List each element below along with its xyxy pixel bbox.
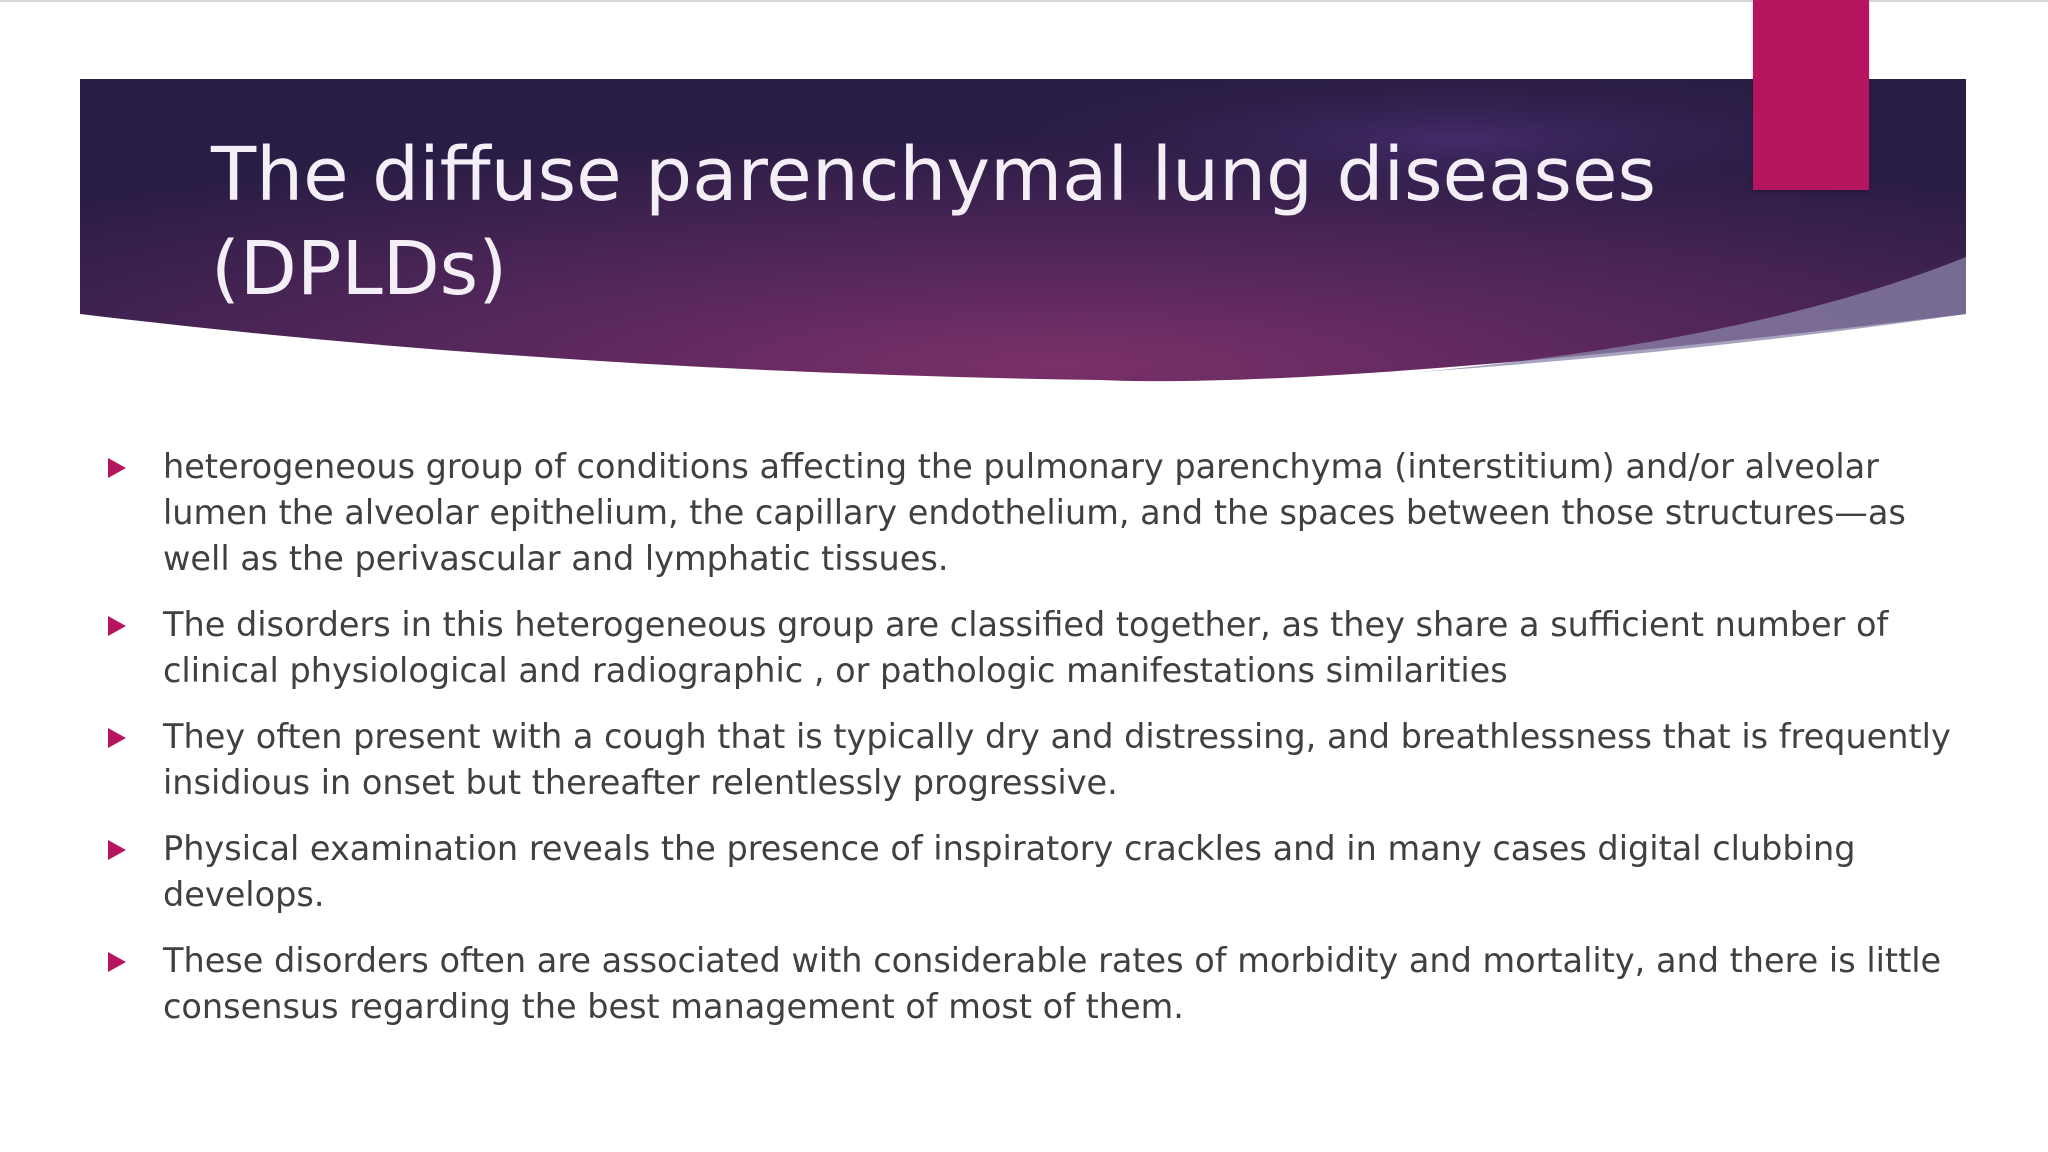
bullet-list [102, 444, 1972, 1050]
triangle-right-icon [108, 458, 126, 478]
slide-title: The diffuse parenchymal lung diseases (DPLDs) [211, 132, 1657, 312]
triangle-right-icon [108, 840, 126, 860]
bullet-item [102, 826, 1972, 918]
triangle-right-icon [108, 728, 126, 748]
bullet-text: Physical examination reveals the presence of inspiratory crackles and in many cases digital clubbing develops. [163, 829, 1856, 914]
triangle-right-icon [108, 952, 126, 972]
bullet-item [102, 444, 1972, 582]
bullet-text: They often present with a cough that is typically dry and distressing, and breathlessness that is frequently insidious in onset but thereafter relentlessly progressive. [163, 717, 1951, 802]
bullet-text: heterogeneous group of conditions affecting the pulmonary parenchyma (interstitium) and/or alveolar lumen the alveolar epithelium, the capillary endothelium, and the spaces between those structures—as well as the perivascular and lymphatic tissues. [163, 447, 1906, 578]
bullet-item [102, 602, 1972, 694]
accent-tab [1753, 0, 1869, 190]
triangle-right-icon [108, 616, 126, 636]
bullet-text: These disorders often are associated with considerable rates of morbidity and mortality, and there is little consensus regarding the best management of most of them. [163, 941, 1942, 1026]
bullet-item [102, 938, 1972, 1030]
bullet-item [102, 714, 1972, 806]
bullet-text: The disorders in this heterogeneous group are classified together, as they share a sufficient number of clinical physiological and radiographic , or pathologic manifestations similarities [163, 605, 1889, 690]
